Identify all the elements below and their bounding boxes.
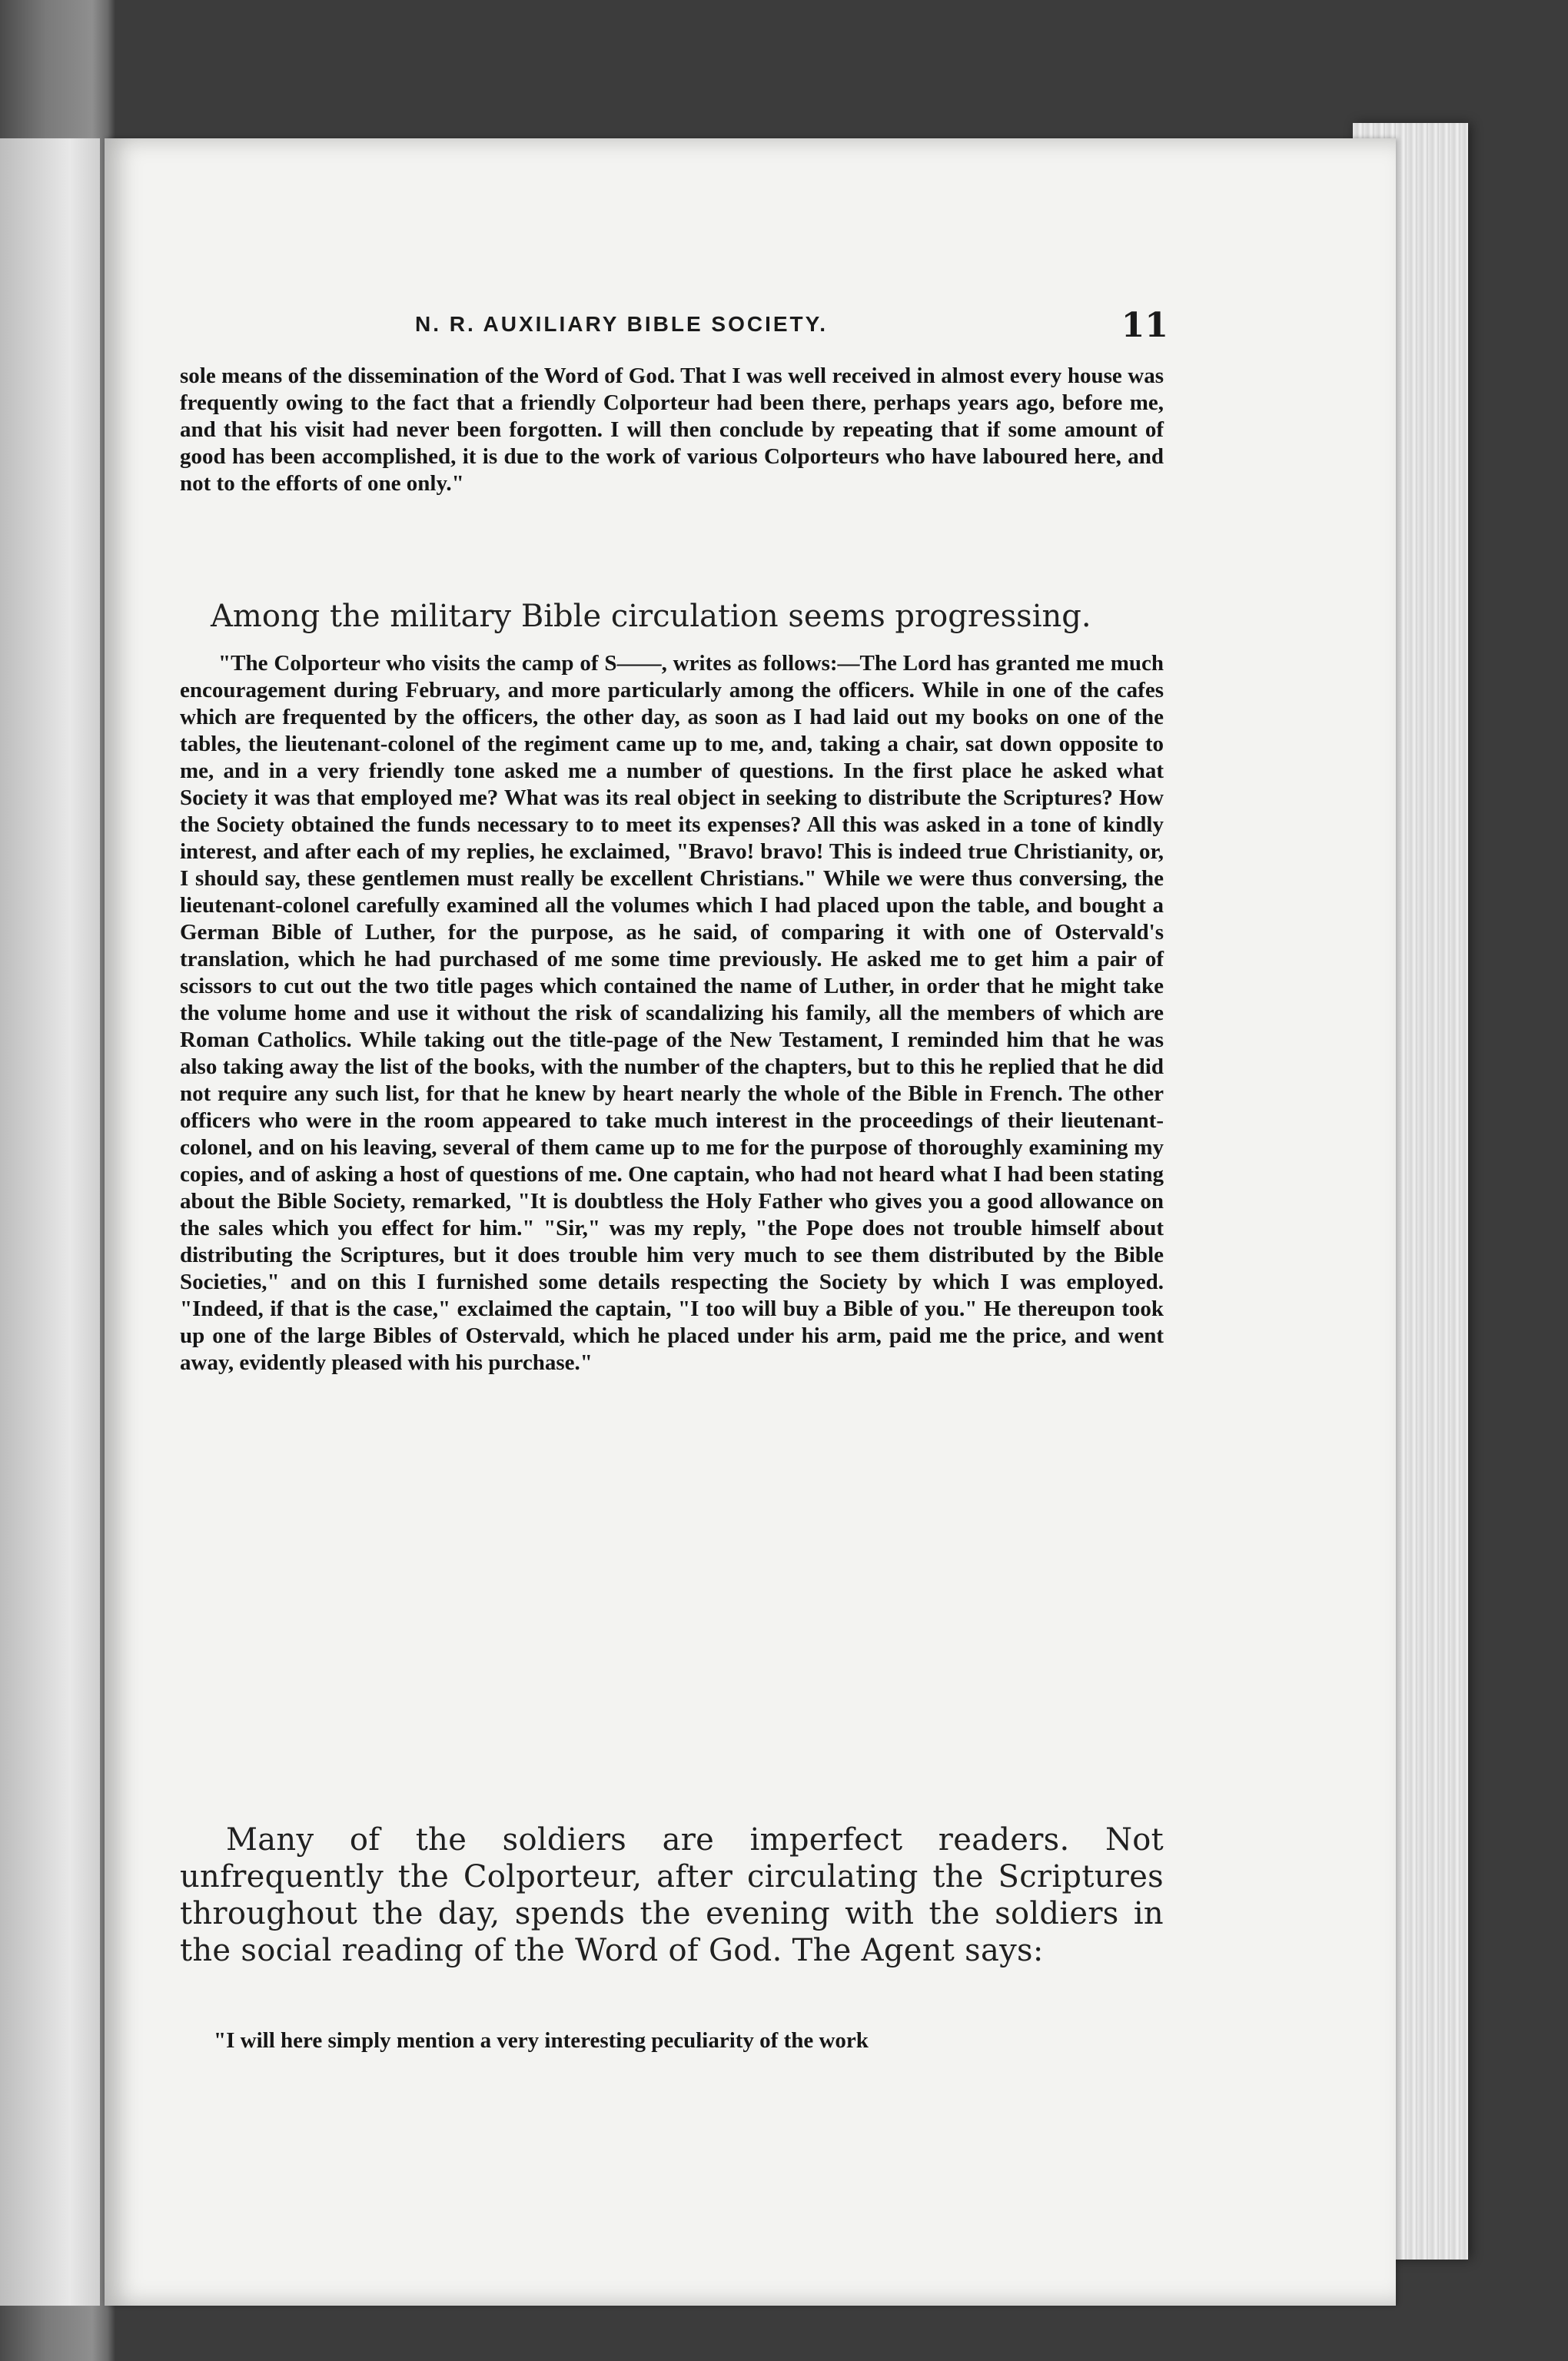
paragraph-continuation [180, 363, 1164, 586]
section-lead-sentence: Among the military Bible circulation seems progressing. [211, 599, 1091, 634]
running-title: N. R. AUXILIARY BIBLE SOCIETY. [415, 312, 829, 336]
paragraph-text: Many of the soldiers are imperfect readers. Not unfrequently the Colporteur, after circulating the Scriptures throughout the day, spends the evening with the soldiers in the social reading of the Word of God. The Agent says: [180, 1822, 1164, 1968]
paragraph-text: "I will here simply mention a very interesting peculiarity of the work [214, 2028, 869, 2053]
colporteur-letter-paragraph [180, 650, 1164, 1818]
left-page-edge [0, 138, 100, 2306]
paragraph-text: sole means of the dissemination of the Word of God. That I was well received in almost every house was frequently owing to the fact that a friendly Colporteur had been there, perhaps years ago, before me, and that his visit had never been forgotten. I will then conclude by repeating that if some amount of good has been accomplished, it is due to the work of various Colporteurs who have laboured here, and not to the efforts of one only." [180, 364, 1164, 496]
running-head [415, 306, 1168, 355]
page-number: 11 [1121, 306, 1168, 345]
paragraph-text: "The Colporteur who visits the camp of S——, writes as follows:—The Lord has granted me much encouragement during February, and more particularly among the officers. While in one of the cafes which are frequented by the officers, the other day, as soon as I had laid out my books on one of the tables, the lieutenant-colonel of the regiment came up to me, and, taking a chair, sat down opposite to me, and in a very friendly tone asked me a number of questions. In the first place he asked what Society it was that employed me? What was its real object in seeking to distribute the Scriptures? How the Society obtained the funds necessary to to meet its expenses? All this was asked in a tone of kindly interest, and after each of my replies, he exclaimed, "Bravo! bravo! This is indeed true Christianity, or, I should say, these gentlemen must really be excellent Christians." While we were thus conversing, the lieutenant-colonel carefully examined all the volumes which I had placed upon the table, and bought a German Bible of Luther, for the purpose, as he said, of comparing it with one of Ostervald's translation, which he had purchased of me some time previously. He asked me to get him a pair of scissors to cut out the two title pages which contained the name of Luther, in order that he might take the volume home and use it without the risk of scandalizing his family, all the members of which are Roman Catholics. While taking out the title-page of the New Testament, I reminded him that he was also taking away the list of the books, with the number of the chapters, but to this he replied that he did not require any such list, for that he knew by heart nearly the whole of the Bible in French. The other officers who were in the room appeared to take much interest in the proceedings of their lieutenant-colonel, and on his leaving, several of them came up to me for the purpose of thoroughly examining my copies, and of asking a host of questions of me. One captain, who had not heard what I had been stating about the Bible Society, remarked, "It is doubtless the Holy Father who gives you a good allowance on the sales which you effect for him." "Sir," was my reply, "the Pope does not trouble himself about distributing the Scriptures, but it does trouble him very much to see them distributed by the Bible Societies," and on this I furnished some details respecting the Society by which I was employed. "Indeed, if that is the case," exclaimed the captain, "I too will buy a Bible of you." He thereupon took up one of the large Bibles of Ostervald, which he placed under his arm, paid me the price, and went away, evidently pleased with his purchase." [180, 651, 1164, 1375]
agent-quote-start [180, 2027, 1164, 2063]
soldiers-reading-paragraph [180, 1821, 1164, 2021]
